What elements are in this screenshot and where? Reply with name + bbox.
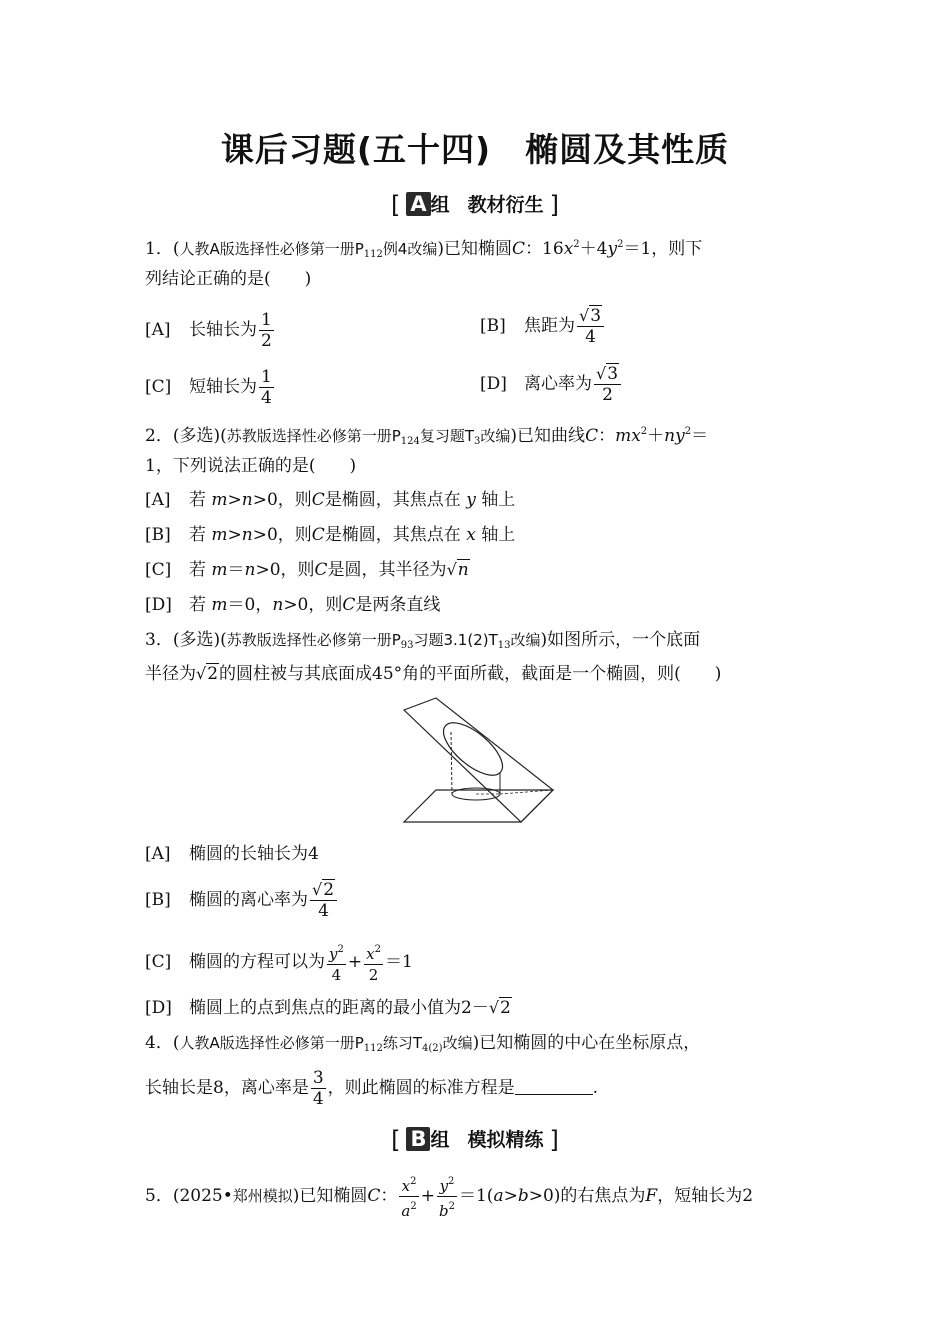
- q1-stem-line1: 1．(人教A版选择性必修第一册$P_{112}$例4改编)已知椭圆C：$16x^2+4y^2=1$，则下: [145, 239, 703, 260]
- answer-blank[interactable]: [515, 1078, 593, 1095]
- q3-option-b[interactable]: [B] 椭圆的离心率为 $\frac{√2}{4}$: [145, 880, 339, 921]
- q2-option-d[interactable]: [D] 若 m＝0，n>0，则C是两条直线: [145, 595, 441, 615]
- cylinder-left-edge: [451, 732, 452, 794]
- cylinder-section-figure: [396, 694, 556, 826]
- q2-stem-line2: 1，下列说法正确的是( ): [145, 456, 357, 476]
- group-b-letter: B: [406, 1127, 430, 1151]
- cutting-plane: [404, 698, 553, 822]
- q1-option-a[interactable]: [A] 长轴长为 $\frac{1}{2}$: [145, 310, 272, 351]
- q3-option-a[interactable]: [A] 椭圆的长轴长为4: [145, 844, 319, 864]
- q1-option-c[interactable]: [C] 短轴长为 $\frac{1}{4}$: [145, 367, 272, 408]
- q3-option-c[interactable]: [C] 椭圆的方程可以为 $\frac{y^2}{4}$ + $\frac{x^2}{2}$ ＝1: [145, 940, 413, 985]
- q3-option-d[interactable]: [D] 椭圆上的点到焦点的距离的最小值为2－√2: [145, 998, 511, 1018]
- q2-stem-line1: 2．(多选)(苏教版选择性必修第一册$P_{124}$复习题$T_3$改编)已知曲线C：$mx^2+ny^2=$: [145, 426, 709, 447]
- group-a-header: [ A 组 教材衍生 ]: [390, 191, 560, 219]
- q2-option-c[interactable]: [C] 若 m＝n>0，则C是圆，其半径为√n: [145, 560, 469, 580]
- q1-option-b[interactable]: [B] 焦距为 $\frac{√3}{4}$: [480, 306, 606, 347]
- q1-option-d[interactable]: [D] 离心率为 $\frac{√3}{2}$: [480, 364, 623, 405]
- q2-option-b[interactable]: [B] 若 m>n>0，则C是椭圆，其焦点在 x 轴上: [145, 525, 516, 545]
- q4-stem-line1: 4．(人教A版选择性必修第一册$P_{112}$练习$T_{4(2)}$改编)已知椭圆的中心在坐标原点，: [145, 1033, 701, 1054]
- base-plane: [404, 790, 553, 822]
- page-title: [0, 124, 950, 171]
- title-part2: 椭圆及其性质: [525, 130, 730, 169]
- group-b-header: [ B 组 模拟精练 ]: [391, 1126, 559, 1154]
- group-b-name: 模拟精练: [467, 1129, 544, 1151]
- group-b-zu: 组: [430, 1129, 450, 1151]
- q5-stem-line1: 5．(2025•郑州模拟)已知椭圆C： $\frac{x^2}{a^2}$ + $\frac{y^2}{b^2}$ ＝1(a>b>0)的右焦点为F，短轴长为2: [145, 1172, 815, 1221]
- q1-stem-line2: 列结论正确的是( ): [145, 269, 312, 289]
- group-a-name: 教材衍生: [467, 194, 544, 216]
- q3-stem-line1: 3．(多选)(苏教版选择性必修第一册$P_{93}$习题$3.1(2)T_{13}$改编)如图所示，一个底面: [145, 630, 701, 651]
- q4-stem-line2: 长轴长是8，离心率是 $\frac{3}{4}$ ，则此椭圆的标准方程是 .: [145, 1068, 599, 1109]
- q3-stem-line2: 半径为√2的圆柱被与其底面成45°角的平面所截，截面是一个椭圆，则( ): [145, 664, 722, 684]
- group-a-zu: 组: [430, 194, 450, 216]
- q2-option-a[interactable]: [A] 若 m>n>0，则C是椭圆，其焦点在 y 轴上: [145, 490, 516, 510]
- group-a-letter: A: [406, 192, 430, 216]
- title-part1: 课后习题(五十四): [220, 130, 492, 169]
